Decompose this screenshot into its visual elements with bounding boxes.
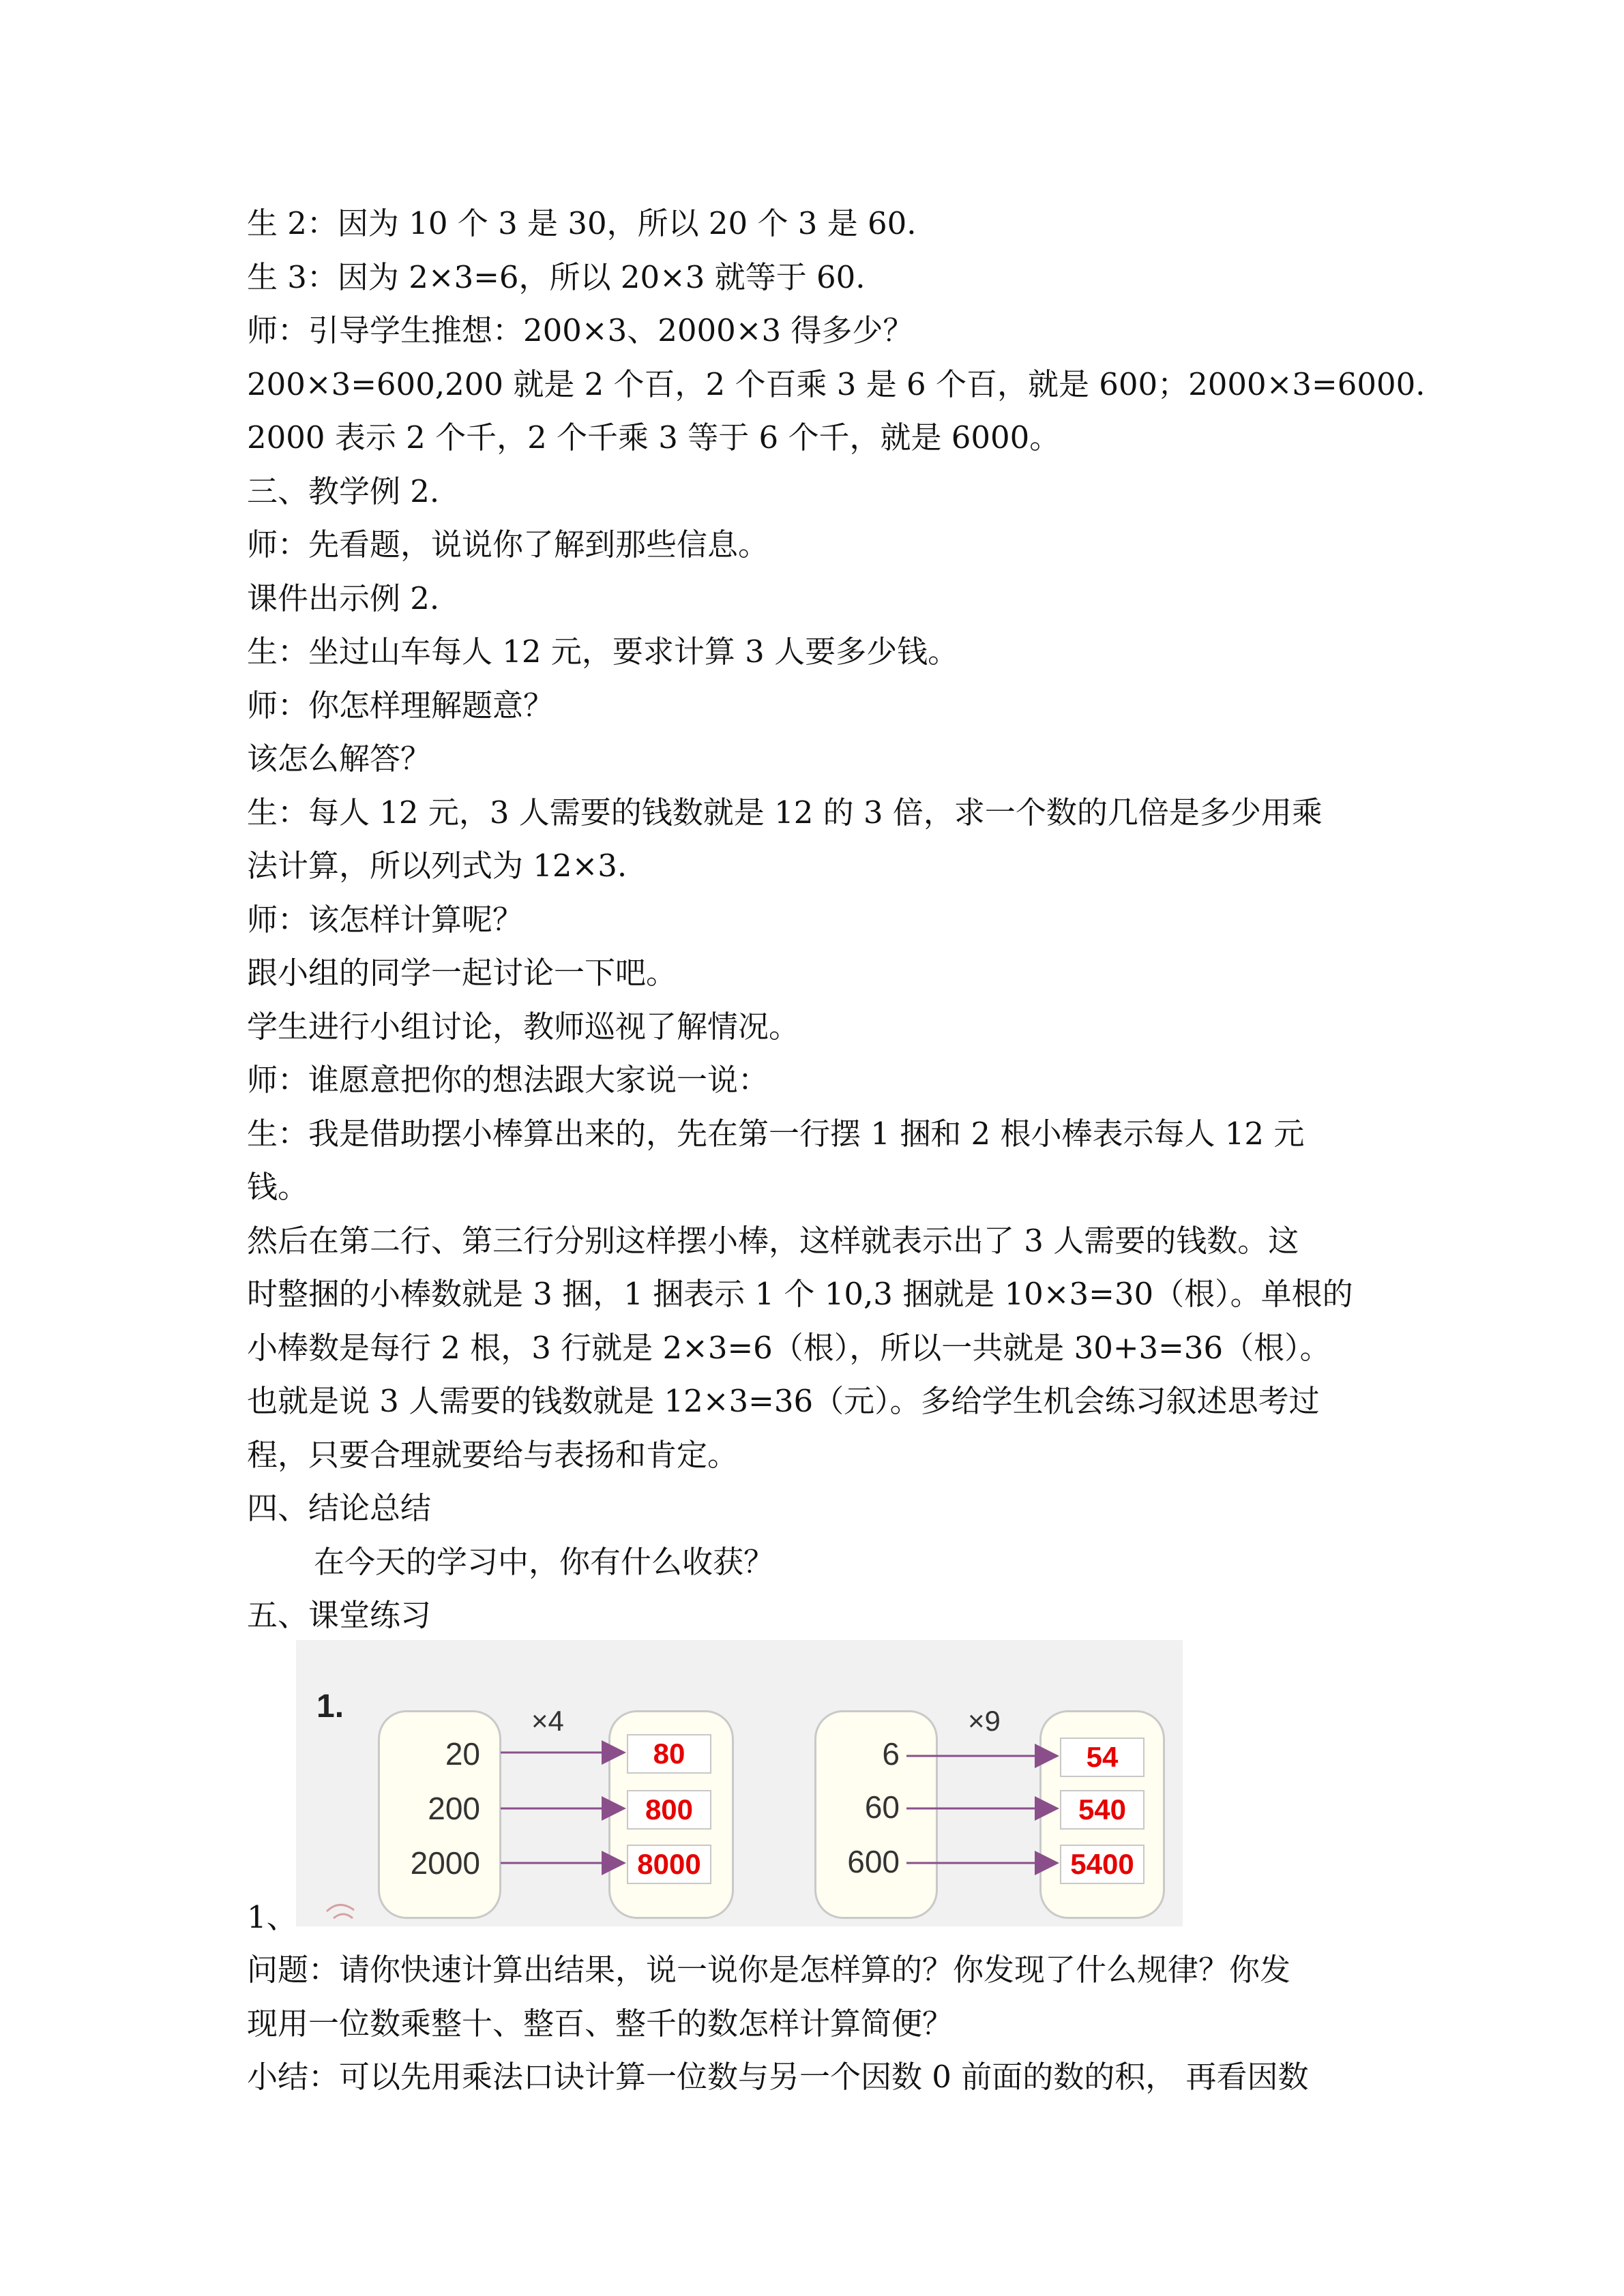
text-line: 师：该怎样计算呢？ [247, 901, 524, 938]
text-line: 师：你怎样理解题意？ [247, 687, 555, 724]
text-line: 跟小组的同学一起讨论一下吧。 [247, 955, 677, 991]
text-line: 也就是说 3 人需要的钱数就是 12×3=36（元）。多给学生机会练习叙述思考过 [247, 1383, 1320, 1419]
text-line: 学生进行小组讨论，教师巡视了解情况。 [247, 1009, 800, 1045]
text-line: 生：坐过山车每人 12 元，要求计算 3 人要多少钱。 [247, 633, 959, 670]
answer-cell: 54 [1060, 1738, 1145, 1777]
multiplier-label: ×9 [968, 1705, 1001, 1737]
exercise-figure [296, 1640, 1183, 1926]
text-line: 小棒数是每行 2 根，3 行就是 2×3=6（根），所以一共就是 30+3=36（根）。 [247, 1330, 1331, 1366]
answer-cell: 80 [627, 1734, 711, 1774]
text-line: 小结：可以先用乘法口诀计算一位数与另一个因数 0 前面的数的积， 再看因数 [247, 2059, 1309, 2095]
input-number: 2000 [410, 1845, 480, 1881]
text-line: 课件出示例 2. [247, 580, 440, 616]
text-line: 师：谁愿意把你的想法跟大家说一说： [247, 1062, 769, 1098]
text-line-indented: 在今天的学习中，你有什么收获？ [314, 1544, 775, 1580]
input-number: 200 [428, 1791, 480, 1826]
text-line: 200×3=600,200 就是 2 个百，2 个百乘 3 是 6 个百，就是 600；2000×3=6000. [247, 366, 1426, 402]
text-line: 然后在第二行、第三行分别这样摆小棒，这样就表示出了 3 人需要的钱数。这 [247, 1223, 1299, 1259]
section-heading: 三、教学例 2. [247, 473, 440, 509]
text-line: 2000 表示 2 个千，2 个千乘 3 等于 6 个千，就是 6000。 [247, 419, 1061, 456]
answer-cell: 5400 [1060, 1845, 1145, 1884]
text-line: 问题：请你快速计算出结果，说一说你是怎样算的？你发现了什么规律？你发 [247, 1952, 1291, 1988]
decorative-swirl [327, 1905, 354, 1918]
input-number: 6 [882, 1736, 900, 1772]
text-line: 钱。 [247, 1169, 309, 1205]
exercise-number: 1. [316, 1688, 344, 1725]
text-line: 生：我是借助摆小棒算出来的，先在第一行摆 1 捆和 2 根小棒表示每人 12 元 [247, 1116, 1305, 1152]
text-line: 生 2：因为 10 个 3 是 30，所以 20 个 3 是 60. [247, 205, 917, 241]
input-number: 60 [864, 1789, 900, 1825]
multiplier-label: ×4 [531, 1705, 564, 1737]
text-line: 生 3：因为 2×3=6，所以 20×3 就等于 60. [247, 259, 866, 295]
section-heading: 五、课堂练习 [247, 1597, 432, 1633]
input-number: 20 [445, 1736, 480, 1772]
text-line: 生：每人 12 元，3 人需要的钱数就是 12 的 3 倍，求一个数的几倍是多少用乘 [247, 794, 1323, 831]
text-line: 师：引导学生推想：200×3、2000×3 得多少？ [247, 312, 914, 348]
text-line: 该怎么解答？ [247, 741, 432, 777]
input-number: 600 [847, 1844, 900, 1879]
answer-cell: 800 [627, 1790, 711, 1830]
text-line: 法计算，所以列式为 12×3. [247, 848, 628, 884]
answer-cell: 8000 [627, 1845, 711, 1884]
text-line: 师：先看题，说说你了解到那些信息。 [247, 526, 769, 563]
text-line: 程，只要合理就要给与表扬和肯定。 [247, 1437, 739, 1473]
text-line: 现用一位数乘整十、整百、整千的数怎样计算简便？ [247, 2006, 954, 2042]
arrows-graphic [296, 1640, 1183, 1926]
section-heading: 四、结论总结 [247, 1490, 432, 1526]
answer-cell: 540 [1060, 1790, 1145, 1830]
exercise-label: 1、 [247, 1899, 297, 1935]
text-line: 时整捆的小棒数就是 3 捆，1 捆表示 1 个 10,3 捆就是 10×3=30（根）。单根的 [247, 1276, 1353, 1312]
